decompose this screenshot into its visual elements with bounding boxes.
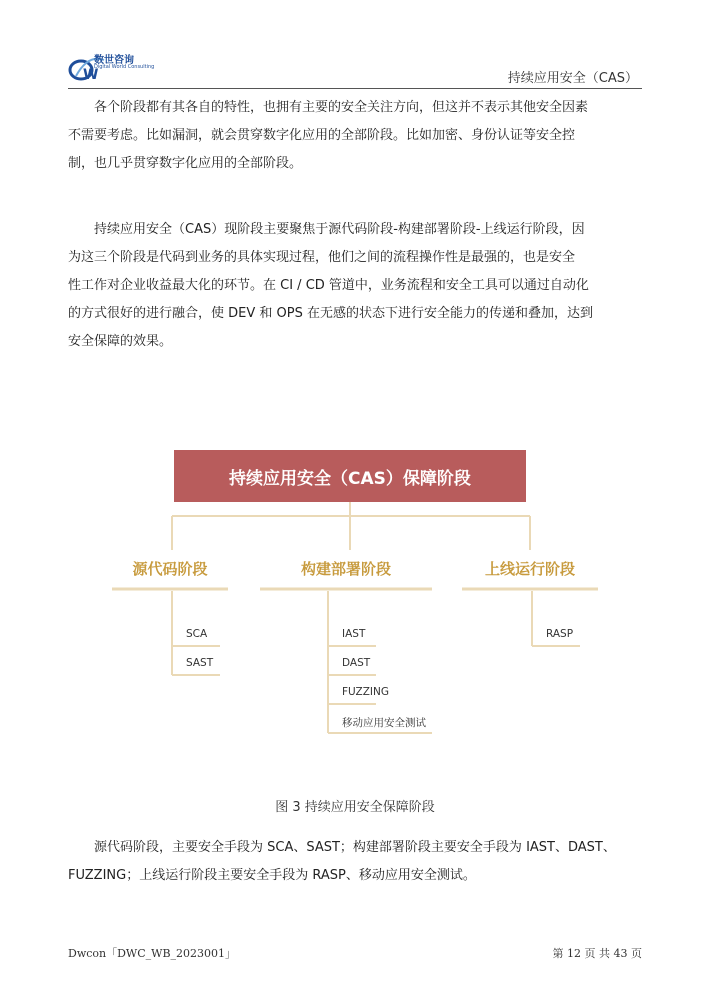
tool-label: IAST [342, 628, 366, 640]
paragraph-line: 性工作对企业收益最大化的环节。在 CI / CD 管道中，业务流程和安全工具可以通过自动化 [68, 278, 589, 293]
paragraph-line: 各个阶段都有其各自的特性，也拥有主要的安全关注方向，但这并不表示其他安全因素 [94, 100, 589, 115]
paragraph-3 [68, 834, 642, 890]
footer-doc-id: Dwcon「DWC_WB_2023001」 [68, 947, 237, 960]
paragraph-2 [68, 216, 642, 356]
paragraph-line: 制，也几乎贯穿数字化应用的全部阶段。 [68, 156, 303, 171]
paragraph-line: 不需要考虑。比如漏洞，就会贯穿数字化应用的全部阶段。比如加密、身份认证等安全控 [68, 128, 576, 143]
paragraph-line: 持续应用安全（CAS）现阶段主要聚焦于源代码阶段-构建部署阶段-上线运行阶段，因 [94, 222, 585, 237]
paragraph-line: 为这三个阶段是代码到业务的具体实现过程，他们之间的流程操作性是最强的，也是安全 [68, 250, 576, 265]
tool-label: SAST [186, 657, 214, 669]
paragraph-line: 安全保障的效果。 [68, 334, 173, 349]
svg-text:W: W [83, 67, 99, 83]
logo-cn-text: 数世咨询 [94, 55, 134, 66]
stage-label-runtime: 上线运行阶段 [484, 560, 575, 578]
tool-label: SCA [186, 628, 208, 640]
header-title: 持续应用安全（CAS） [507, 71, 638, 86]
tool-label: DAST [342, 657, 371, 669]
stage-label-source: 源代码阶段 [132, 560, 208, 578]
paragraph-line: FUZZING；上线运行阶段主要安全手段为 RASP、移动应用安全测试。 [68, 868, 476, 883]
header-divider [68, 88, 642, 89]
footer-page-number: 第 12 页 共 43 页 [552, 947, 642, 960]
paragraph-line: 的方式很好的进行融合，使 DEV 和 OPS 在无感的状态下进行安全能力的传递和叠加，达到 [68, 306, 593, 321]
paragraph-line: 源代码阶段，主要安全手段为 SCA、SAST；构建部署阶段主要安全手段为 IAST、DAST、 [94, 840, 616, 855]
tool-label: RASP [546, 628, 574, 640]
paragraph-1 [68, 94, 642, 178]
figure-caption: 图 3 持续应用安全保障阶段 [275, 800, 435, 815]
logo-en-text: Digital World Consulting [94, 64, 155, 70]
cas-stage-diagram [110, 450, 610, 750]
tool-label: 移动应用安全测试 [342, 717, 426, 729]
diagram-title: 持续应用安全（CAS）保障阶段 [174, 450, 526, 502]
stage-label-build: 构建部署阶段 [300, 560, 391, 578]
tool-label: FUZZING [342, 686, 390, 698]
